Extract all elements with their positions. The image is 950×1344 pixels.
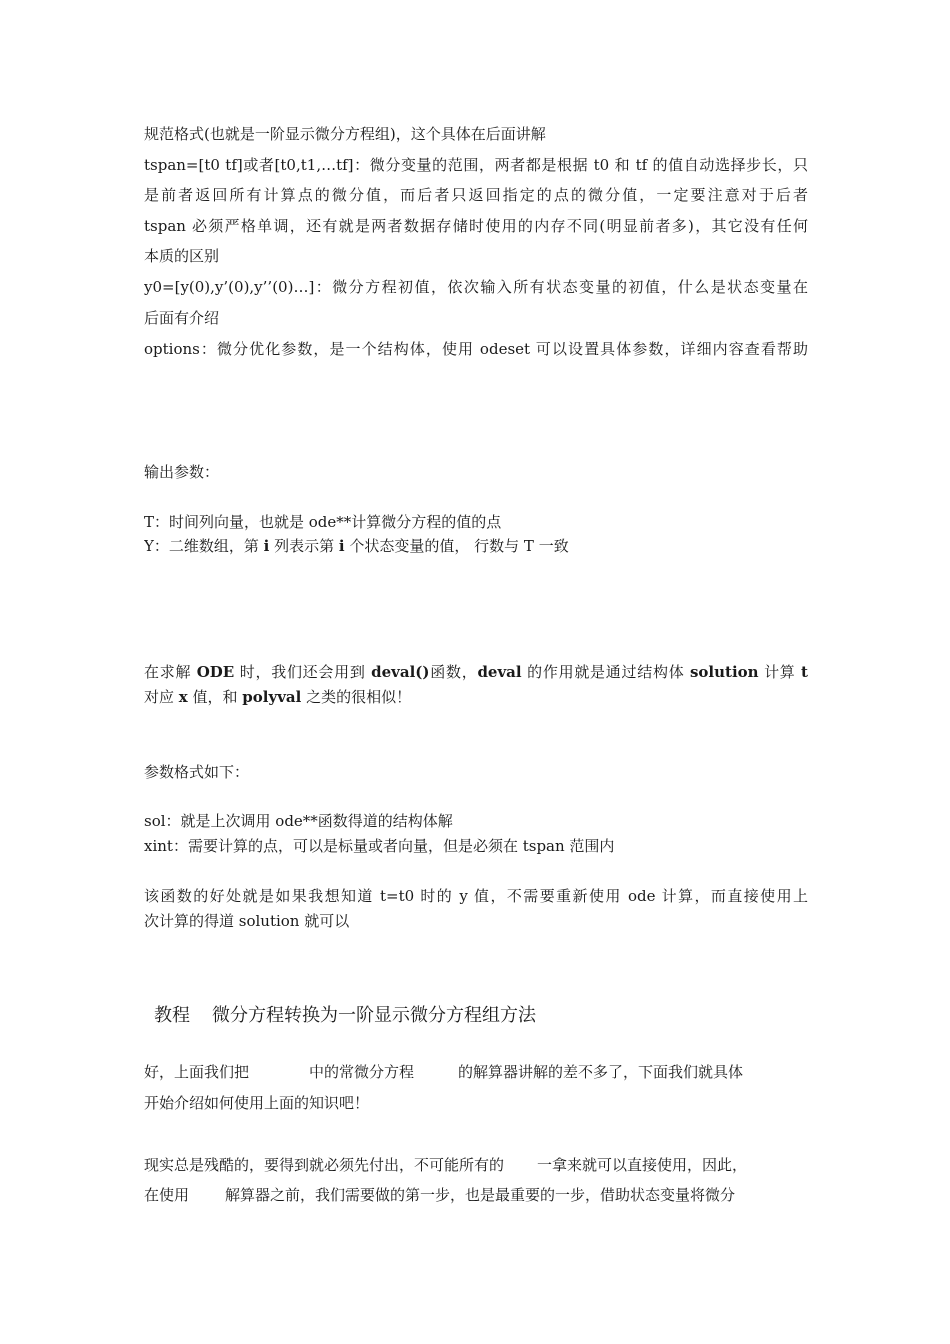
reality-b: 一拿来就可以直接使用，因此， bbox=[537, 1156, 748, 1174]
param-format-title: 参数格式如下： bbox=[144, 763, 250, 781]
out-y-b2: i bbox=[338, 537, 345, 555]
benefit-line-2: 次计算的得道 solution 就可以 bbox=[144, 912, 350, 930]
deval-b1: ODE bbox=[196, 663, 235, 681]
options-line: options：微分优化参数，是一个结构体，使用 odeset 可以设置具体参数，详细内容查看帮助 bbox=[144, 340, 808, 358]
heading-part-a: 教程 bbox=[154, 1005, 190, 1026]
out-y-c: 列表示第 bbox=[269, 537, 339, 555]
deval-line-2 bbox=[144, 686, 808, 708]
good-line-1 bbox=[144, 1061, 808, 1083]
out-y-b1: i bbox=[263, 537, 270, 555]
reality-c: 在使用 bbox=[144, 1186, 190, 1204]
good-b: 中的常微分方程 bbox=[309, 1063, 415, 1081]
reality-a: 现实总是残酷的，要得到就必须先付出，不可能所有的 bbox=[144, 1156, 505, 1174]
heading-part-b: 微分方程转换为一阶显示微分方程组方法 bbox=[212, 1005, 536, 1026]
good-c: 的解算器讲解的差不多了，下面我们就具体 bbox=[458, 1063, 744, 1081]
deval-b6: x bbox=[178, 688, 188, 706]
deval-h: 值，和 bbox=[187, 688, 243, 706]
xint-line: xint：需要计算的点，可以是标量或者向量，但是必须在 tspan 范围内 bbox=[144, 837, 615, 855]
y0-line-1: y0=[y(0),y’(0),y’’(0)…]：微分方程初值，依次输入所有状态变量的初值，什么是状态变量在 bbox=[144, 278, 808, 296]
sol-line: sol：就是上次调用 ode**函数得道的结构体解 bbox=[144, 812, 453, 830]
benefit-line-1: 该函数的好处就是如果我想知道 t=t0 时的 y 值，不需要重新使用 ode 计算，而直接使用上 bbox=[144, 887, 808, 905]
good-line-2: 开始介绍如何使用上面的知识吧！ bbox=[144, 1094, 370, 1112]
deval-c: 时，我们还会用到 bbox=[234, 663, 372, 681]
output-Y-line bbox=[144, 535, 808, 557]
deval-b3: deval bbox=[477, 663, 522, 681]
intro-line: 规范格式(也就是一阶显示微分方程组)，这个具体在后面讲解 bbox=[144, 125, 546, 143]
deval-line-1 bbox=[144, 661, 808, 683]
deval-i: 之类的很相似！ bbox=[301, 688, 412, 706]
out-y-d: 个状态变量的值， 行数与 T 一致 bbox=[344, 537, 569, 555]
y0-line-2: 后面有介绍 bbox=[144, 309, 220, 327]
reality-line-2 bbox=[144, 1184, 808, 1206]
tspan-line-2: 是前者返回所有计算点的微分值，而后者只返回指定的点的微分值，一定要注意对于后者 bbox=[144, 186, 808, 204]
deval-f: 计算 bbox=[758, 663, 802, 681]
tspan-line-3: tspan 必须严格单调，还有就是两者数据存储时使用的内存不同(明显前者多)，其它没有任何 bbox=[144, 217, 808, 235]
deval-b4: solution bbox=[689, 663, 759, 681]
deval-a: 在求解 bbox=[144, 663, 197, 681]
deval-d: 函数， bbox=[429, 663, 478, 681]
deval-b2: deval() bbox=[371, 663, 430, 681]
output-params-title: 输出参数： bbox=[144, 463, 220, 481]
good-a: 好，上面我们把 bbox=[144, 1063, 250, 1081]
deval-b5: t bbox=[801, 663, 808, 681]
output-T-line: T：时间列向量，也就是 ode**计算微分方程的值的点 bbox=[144, 513, 502, 531]
section-heading bbox=[154, 1003, 536, 1029]
reality-d: 解算器之前，我们需要做的第一步，也是最重要的一步，借助状态变量将微分 bbox=[225, 1186, 736, 1204]
deval-g: 对应 bbox=[144, 688, 179, 706]
deval-b7: polyval bbox=[242, 688, 302, 706]
reality-line-1 bbox=[144, 1154, 808, 1176]
out-y-a: Y：二维数组，第 bbox=[144, 537, 264, 555]
tspan-line-1: tspan=[t0 tf]或者[t0,t1,…tf]：微分变量的范围，两者都是根据 t0 和 tf 的值自动选择步长，只 bbox=[144, 156, 808, 174]
tspan-line-4: 本质的区别 bbox=[144, 247, 220, 265]
deval-e: 的作用就是通过结构体 bbox=[521, 663, 690, 681]
